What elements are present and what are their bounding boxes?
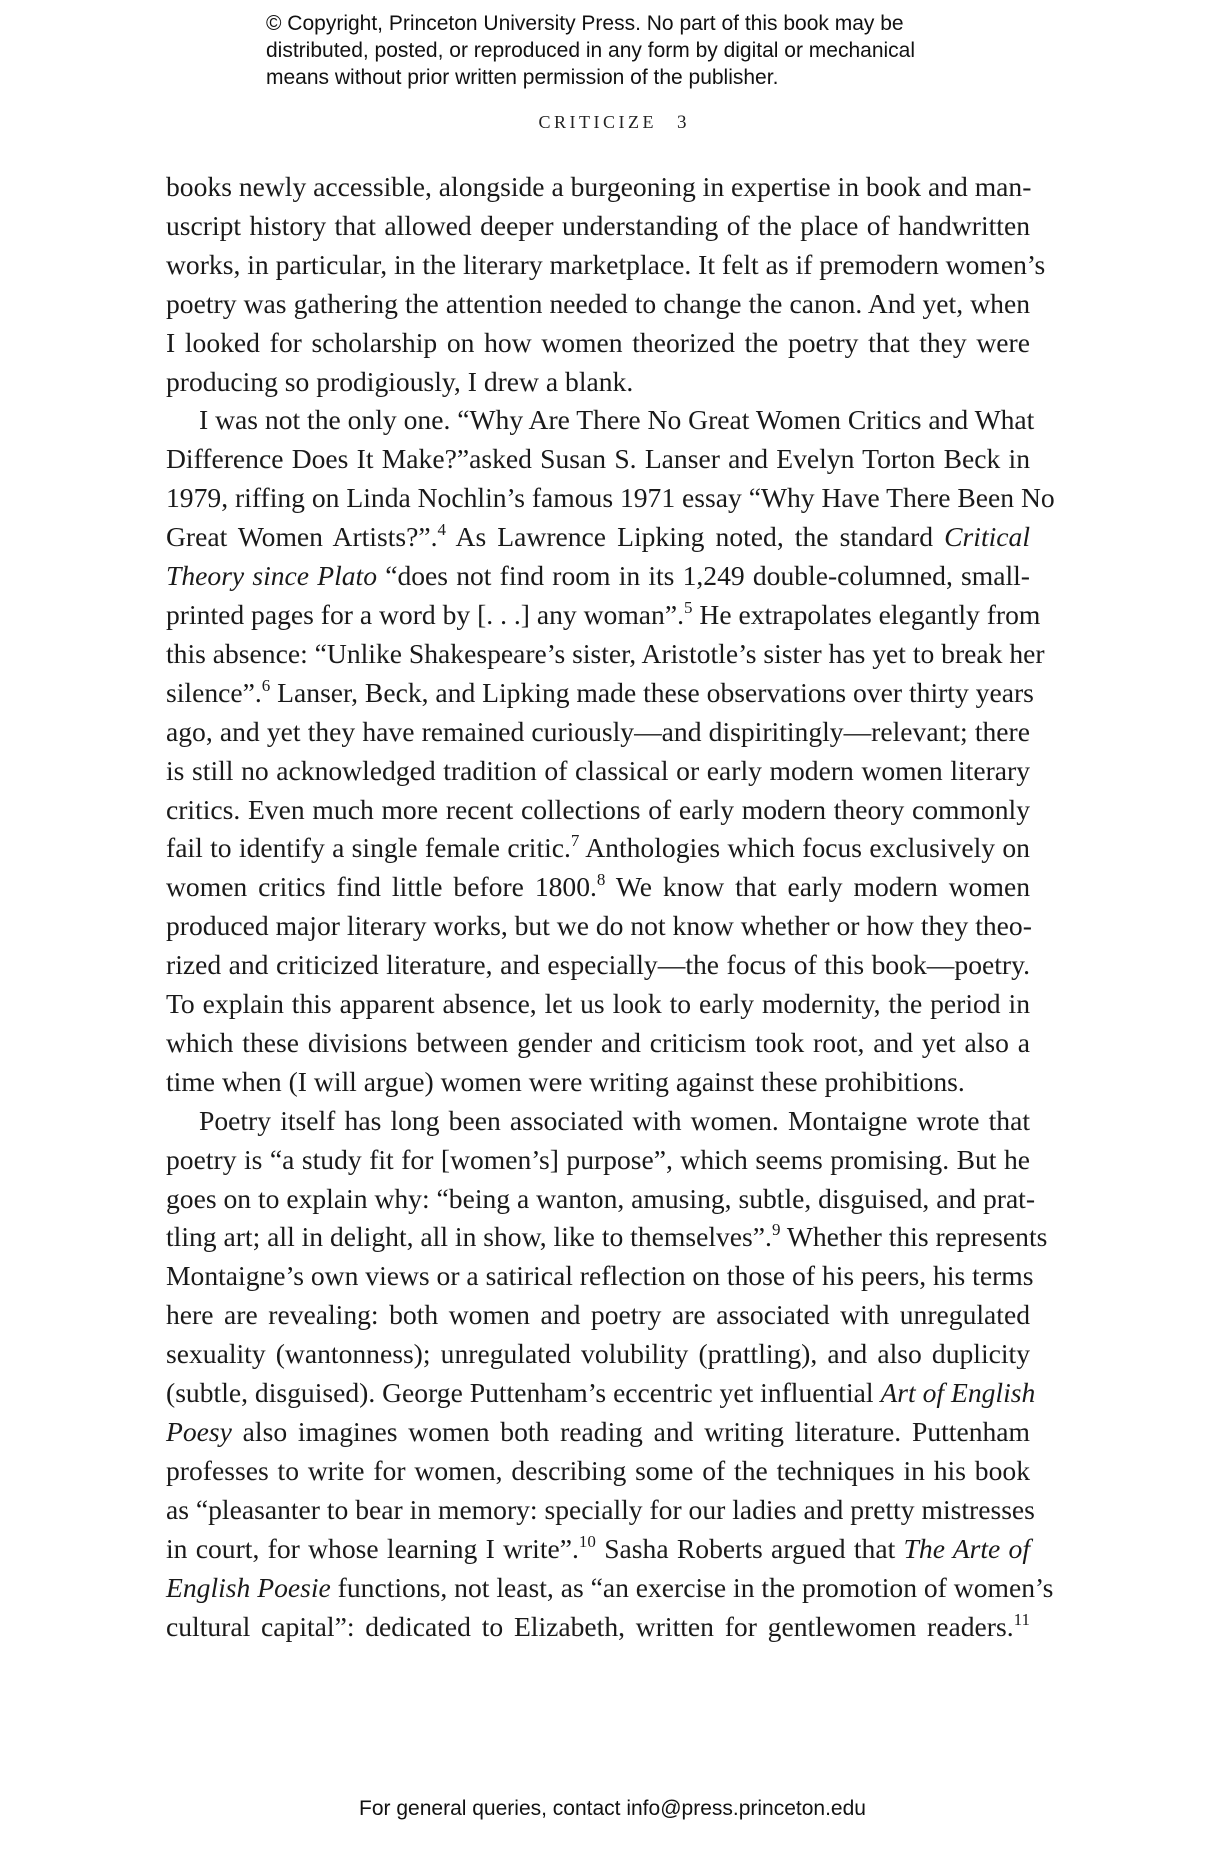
text-line: sexuality (wantonness); unregulated volubility (prattling), and also duplicity xyxy=(166,1338,1030,1370)
text-segment: printed pages for a word by [. . .] any woman”. xyxy=(166,598,684,630)
italic-title: English Poesie xyxy=(166,1571,331,1603)
text-line xyxy=(166,557,1030,596)
italic-title: The Arte of xyxy=(903,1532,1030,1564)
text-line: as “pleasanter to bear in memory: specially for our ladies and pretty mistresses xyxy=(166,1493,1035,1525)
text-line xyxy=(166,1569,1054,1608)
text-line: producing so prodigiously, I drew a blank. xyxy=(166,365,634,397)
text-line xyxy=(166,1218,1048,1257)
text-line: which these divisions between gender and criticism took root, and yet also a xyxy=(166,1026,1030,1058)
text-line xyxy=(166,868,1030,907)
text-line: time when (I will argue) women were writing against these prohibitions. xyxy=(166,1065,965,1097)
text-segment: functions, not least, as “an exercise in the promotion of women’s xyxy=(330,1571,1054,1603)
footnote-ref: 11 xyxy=(1013,1609,1030,1629)
text-line: rized and criticized literature, and especially—the focus of this book—poetry. xyxy=(166,949,1030,981)
copyright-notice xyxy=(266,10,986,91)
text-line xyxy=(166,1530,1030,1569)
text-segment: Anthologies which focus exclusively on xyxy=(579,832,1030,864)
text-segment: He extrapolates elegantly from xyxy=(692,598,1041,630)
text-segment: women critics find little before 1800. xyxy=(166,871,597,903)
text-line: here are revealing: both women and poetry are associated with unregulated xyxy=(166,1299,1030,1331)
text-segment: “does not find room in its 1,249 double-columned, small- xyxy=(377,560,1030,592)
text-line: poetry was gathering the attention needed to change the canon. And yet, when xyxy=(166,287,1030,319)
text-line xyxy=(166,829,1030,868)
italic-title: Poesy xyxy=(166,1416,232,1447)
footnote-ref: 9 xyxy=(771,1220,781,1240)
text-line: I was not the only one. “Why Are There No Great Women Critics and What xyxy=(199,404,1035,436)
footnote-ref: 10 xyxy=(578,1531,596,1551)
text-segment: As Lawrence Lipking noted, the standard xyxy=(446,521,945,553)
text-segment: Lanser, Beck, and Lipking made these observations over thirty years xyxy=(270,676,1034,708)
text-line xyxy=(166,518,1030,557)
text-line xyxy=(166,596,1041,635)
text-segment: tling art; all in delight, all in show, like to themselves”. xyxy=(166,1221,772,1253)
footnote-ref: 4 xyxy=(437,520,447,540)
text-line: books newly accessible, alongside a burgeoning in expertise in book and man- xyxy=(166,171,1032,202)
text-line: professes to write for women, describing some of the techniques in his book xyxy=(166,1454,1030,1486)
text-segment: Whether this represents xyxy=(780,1221,1048,1253)
text-segment: silence”. xyxy=(166,676,262,708)
text-line: produced major literary works, but we do not know whether or how they theo- xyxy=(166,910,1032,942)
text-segment: fail to identify a single female critic. xyxy=(166,832,571,864)
text-line: Difference Does It Make?”asked Susan S. Lanser and Evelyn Torton Beck in xyxy=(166,443,1030,475)
text-line: uscript history that allowed deeper understanding of the place of handwritten xyxy=(166,209,1030,241)
text-line: I looked for scholarship on how women theorized the poetry that they were xyxy=(166,326,1030,358)
italic-title: Theory since Plato xyxy=(166,560,378,592)
chapter-title: CRITICIZE xyxy=(538,112,657,132)
text-segment: We know that early modern women xyxy=(605,871,1030,903)
text-line: 1979, riffing on Linda Nochlin’s famous 1971 essay “Why Have There Been No xyxy=(166,482,1055,514)
footnote-ref: 7 xyxy=(570,831,580,851)
text-segment: also imagines women both reading and writing literature. Puttenham xyxy=(231,1416,1030,1447)
copyright-line: means without prior written permission of the publisher. xyxy=(266,66,779,89)
text-line: Poetry itself has long been associated with women. Montaigne wrote that xyxy=(199,1104,1030,1136)
text-line: ago, and yet they have remained curiously—and dispiritingly—relevant; there xyxy=(166,715,1030,747)
footnote-ref: 8 xyxy=(596,870,606,890)
text-line: goes on to explain why: “being a wanton, amusing, subtle, disguised, and prat- xyxy=(166,1182,1036,1214)
text-segment: Great Women Artists?”. xyxy=(166,521,438,553)
text-line: this absence: “Unlike Shakespeare’s sister, Aristotle’s sister has yet to break her xyxy=(166,637,1045,669)
italic-title: Critical xyxy=(944,521,1030,553)
text-line: poetry is “a study fit for [women’s] purpose”, which seems promising. But he xyxy=(166,1143,1030,1175)
copyright-line: distributed, posted, or reproduced in any form by digital or mechanical xyxy=(266,39,916,62)
text-segment: in court, for whose learning I write”. xyxy=(166,1532,579,1564)
text-line xyxy=(166,1608,1030,1647)
paragraph-2 xyxy=(166,401,1055,1101)
text-line: critics. Even much more recent collections of early modern theory commonly xyxy=(166,793,1030,825)
copyright-line: © Copyright, Princeton University Press. No part of this book may be xyxy=(266,12,904,35)
text-line xyxy=(166,1374,1036,1413)
body-text xyxy=(166,168,1055,1646)
paragraph-3 xyxy=(166,1102,1054,1647)
text-segment: Sasha Roberts argued that xyxy=(595,1532,904,1564)
text-line xyxy=(166,1413,1030,1452)
text-line: works, in particular, in the literary marketplace. It felt as if premodern women’s xyxy=(166,248,1046,280)
italic-title: Art of English xyxy=(880,1377,1036,1409)
footnote-ref: 5 xyxy=(684,597,693,617)
text-line xyxy=(166,674,1034,713)
text-line: To explain this apparent absence, let us look to early modernity, the period in xyxy=(166,988,1030,1020)
text-line: is still no acknowledged tradition of classical or early modern women literary xyxy=(166,754,1030,786)
footer-contact: For general queries, contact info@press.princeton.edu xyxy=(359,1797,866,1820)
text-line: Montaigne’s own views or a satirical reflection on those of his peers, his terms xyxy=(166,1260,1034,1292)
running-head xyxy=(0,112,1225,134)
paragraph-1 xyxy=(166,168,1046,401)
text-segment: cultural capital”: dedicated to Elizabeth, written for gentlewomen readers. xyxy=(166,1610,1014,1642)
text-segment: (subtle, disguised). George Puttenham’s eccentric yet influential xyxy=(166,1377,881,1409)
footnote-ref: 6 xyxy=(261,675,271,695)
page-number: 3 xyxy=(677,112,687,133)
